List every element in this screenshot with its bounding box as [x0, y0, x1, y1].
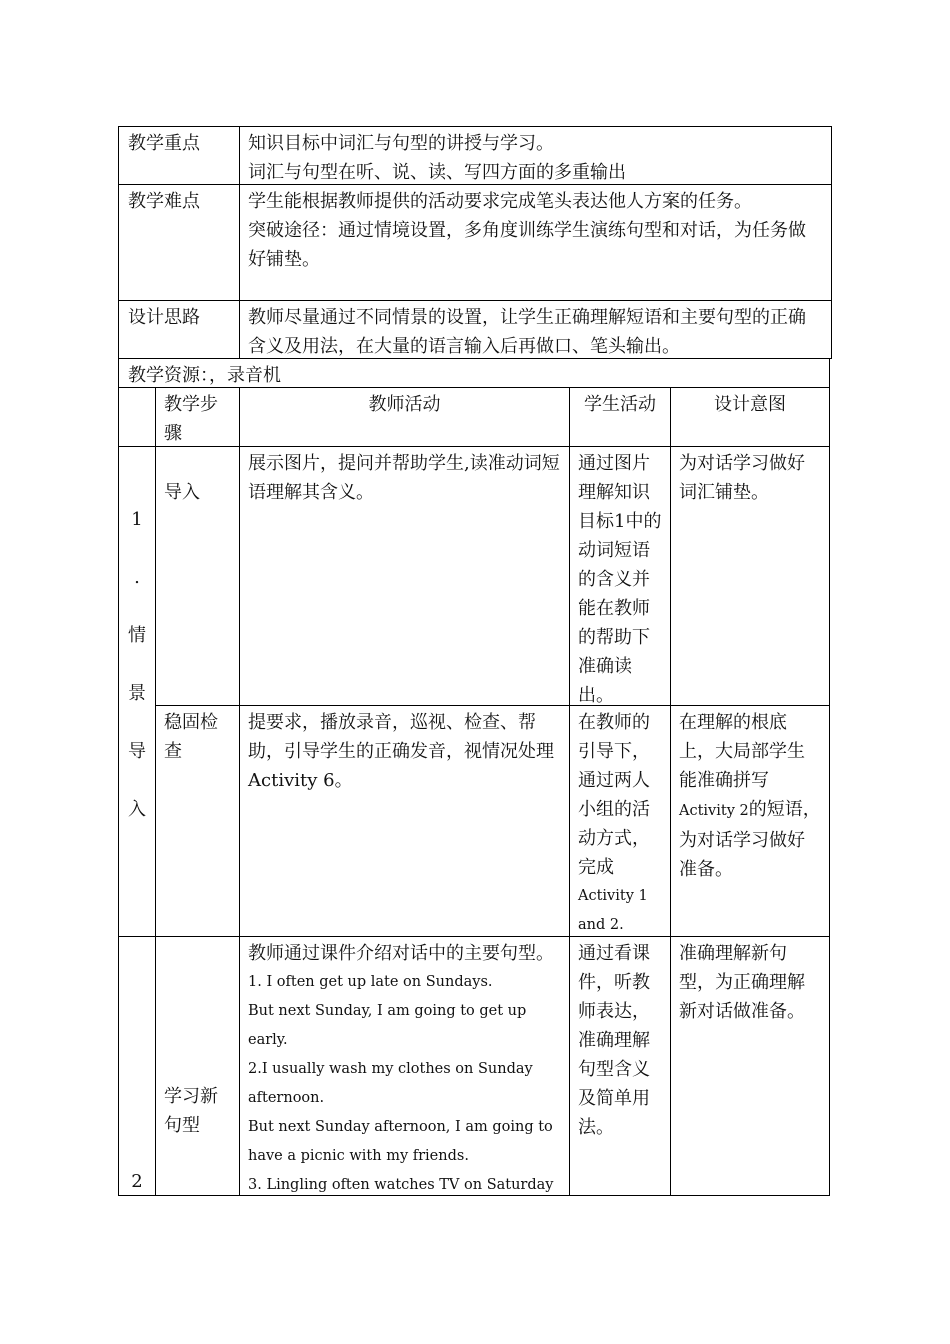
step2-intent-activity: Activity 2 — [679, 803, 749, 819]
sentence-item: 2.I usually wash my clothes on Sunday afternoon. — [248, 1061, 533, 1106]
header-teacher: 教师活动 — [368, 394, 441, 415]
step2-intent-text-b: 的短语，为对话学习做好准备。 — [679, 799, 821, 880]
section1-char: 导 — [128, 741, 146, 762]
header-steps: 教学步骤 — [164, 394, 218, 444]
sentence-item: 3. Lingling often watches TV on Saturday — [248, 1177, 554, 1193]
header-student: 学生活动 — [584, 394, 656, 415]
section1-number: 1 — [131, 509, 143, 530]
section1-dot: . — [134, 567, 140, 588]
difficulty-line-1: 学生能根据教师提供的活动要求完成笔头表达他人方案的任务。 — [248, 191, 752, 212]
section2-number: 2 — [131, 1171, 143, 1192]
header-intent: 设计意图 — [714, 394, 786, 415]
label-focus: 教学重点 — [128, 133, 200, 154]
step2-student-activity: and 2. — [578, 917, 624, 933]
section2-teacher-intro: 教师通过课件介绍对话中的主要句型。 — [248, 943, 554, 964]
section1-label — [119, 476, 155, 853]
step-name-check: 稳固检查 — [164, 712, 218, 762]
step-name-new-sentences: 学习新句型 — [164, 1086, 218, 1136]
step2-intent-text-a: 在理解的根底上，大局部学生能准确拼写 — [679, 712, 805, 791]
section1-char: 情 — [128, 625, 146, 646]
sentence-item: But next Sunday afternoon, I am going to have a picnic with my friends. — [248, 1119, 553, 1164]
step-name-intro: 导入 — [164, 482, 200, 503]
step2-teacher: 提要求，播放录音，巡视、检查、帮助，引导学生的正确发音，视情况处理 Activity 6。 — [248, 712, 554, 791]
focus-line-2: 词汇与句型在听、说、读、写四方面的多重输出 — [248, 162, 626, 183]
step1-student: 通过图片理解知识目标1中的动词短语的含义并能在教师的帮助下准确读出。 — [578, 453, 662, 706]
label-design: 设计思路 — [128, 307, 200, 328]
step2-student-text: 在教师的引导下，通过两人小组的活动方式，完成 — [578, 712, 650, 878]
section2-student: 通过看课件，听教师表达，准确理解句型含义及简单用法。 — [578, 943, 650, 1138]
step2-student-activity: Activity 1 — [578, 888, 648, 904]
label-difficulty: 教学难点 — [128, 191, 200, 212]
difficulty-line-2: 突破途径：通过情境设置，多角度训练学生演练句型和对话，为任务做好铺垫。 — [248, 220, 806, 270]
sentence-item: But next Sunday, I am going to get up early. — [248, 1003, 527, 1048]
table-border-right — [829, 358, 830, 1196]
difficulty-content — [240, 185, 830, 276]
section1-char: 入 — [128, 799, 146, 820]
sentence-item: 1. I often get up late on Sundays. — [248, 974, 493, 990]
step2-student — [570, 706, 670, 942]
section2-intent: 准确理解新句型，为正确理解新对话做准备。 — [679, 943, 805, 1022]
step1-teacher: 展示图片，提问并帮助学生,读准动词短语理解其含义。 — [248, 453, 560, 503]
focus-line-1: 知识目标中词汇与句型的讲授与学习。 — [248, 133, 554, 154]
table-border-bottom — [118, 1195, 830, 1196]
table-border-right-top — [831, 126, 832, 358]
resources-row: 教学资源：，录音机 — [128, 365, 281, 386]
section1-char: 景 — [128, 683, 146, 704]
step1-intent: 为对话学习做好词汇铺垫。 — [679, 453, 805, 503]
design-content: 教师尽量通过不同情景的设置，让学生正确理解短语和主要句型的正确含义及用法，在大量的语言输入后再做口、笔头输出。 — [248, 307, 806, 357]
step2-intent — [671, 706, 829, 886]
focus-content — [240, 127, 830, 189]
section2-teacher — [240, 937, 569, 1194]
